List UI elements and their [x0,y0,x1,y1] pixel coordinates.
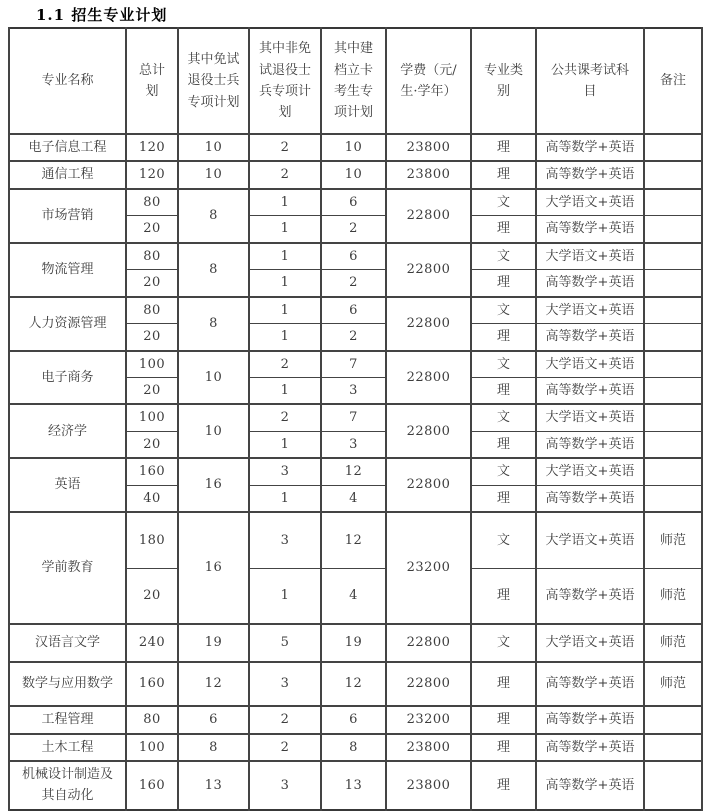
exam-subjects-cell: 大学语文+英语 [536,624,644,662]
total-plan-cell: 120 [126,161,178,188]
table-row [9,624,702,662]
archived-card-cell: 2 [321,270,386,297]
remark-cell [644,270,702,297]
table-row [9,161,702,188]
remark-cell [644,734,702,761]
total-plan-cell: 240 [126,624,178,662]
exempt-veteran-cell: 6 [178,706,249,733]
non-exempt-veteran-cell: 3 [249,761,321,810]
table-row [9,351,702,378]
non-exempt-veteran-cell: 1 [249,324,321,351]
major-name-cell: 数学与应用数学 [9,662,126,706]
major-name-cell: 机械设计制造及其自动化 [9,761,126,810]
remark-cell [644,297,702,324]
tuition-cell: 23800 [386,134,471,161]
non-exempt-veteran-cell: 1 [249,189,321,216]
major-name-cell: 汉语言文学 [9,624,126,662]
non-exempt-veteran-cell: 2 [249,706,321,733]
tuition-cell: 23200 [386,706,471,733]
total-plan-cell: 80 [126,297,178,324]
remark-cell [644,134,702,161]
category-cell: 理 [471,270,536,297]
category-cell: 文 [471,297,536,324]
category-cell: 理 [471,485,536,512]
total-plan-cell: 80 [126,243,178,270]
remark-cell [644,189,702,216]
remark-cell [644,243,702,270]
total-plan-cell: 20 [126,431,178,458]
major-name-cell: 英语 [9,458,126,512]
header-row [9,28,702,134]
tuition-cell: 22800 [386,189,471,243]
major-name-cell: 学前教育 [9,512,126,624]
tuition-cell: 23800 [386,734,471,761]
major-name-cell: 工程管理 [9,706,126,733]
total-plan-cell: 20 [126,270,178,297]
column-header-archived-card-plan: 其中建档立卡考生专项计划 [321,28,386,134]
remark-cell [644,324,702,351]
category-cell: 理 [471,161,536,188]
major-name-cell: 市场营销 [9,189,126,243]
exam-subjects-cell: 大学语文+英语 [536,297,644,324]
tuition-cell: 22800 [386,458,471,512]
category-cell: 理 [471,216,536,243]
total-plan-cell: 160 [126,662,178,706]
non-exempt-veteran-cell: 2 [249,404,321,431]
column-header-tuition: 学费（元/生·学年） [386,28,471,134]
major-name-cell: 通信工程 [9,161,126,188]
remark-cell [644,351,702,378]
total-plan-cell: 100 [126,351,178,378]
table-row [9,734,702,761]
table-row [9,512,702,568]
exempt-veteran-cell: 13 [178,761,249,810]
non-exempt-veteran-cell: 1 [249,485,321,512]
remark-cell: 师范 [644,568,702,624]
archived-card-cell: 12 [321,662,386,706]
exam-subjects-cell: 大学语文+英语 [536,243,644,270]
total-plan-cell: 160 [126,761,178,810]
category-cell: 文 [471,189,536,216]
column-header-major-name: 专业名称 [9,28,126,134]
archived-card-cell: 7 [321,351,386,378]
table-body [9,134,702,810]
exempt-veteran-cell: 19 [178,624,249,662]
archived-card-cell: 12 [321,512,386,568]
archived-card-cell: 10 [321,161,386,188]
exempt-veteran-cell: 8 [178,734,249,761]
remark-cell [644,431,702,458]
table-row [9,297,702,324]
total-plan-cell: 100 [126,404,178,431]
remark-cell [644,706,702,733]
archived-card-cell: 10 [321,134,386,161]
total-plan-cell: 20 [126,324,178,351]
remark-cell: 师范 [644,624,702,662]
exempt-veteran-cell: 16 [178,512,249,624]
remark-cell [644,216,702,243]
major-name-cell: 人力资源管理 [9,297,126,351]
remark-cell [644,458,702,485]
exempt-veteran-cell: 8 [178,189,249,243]
non-exempt-veteran-cell: 1 [249,377,321,404]
column-header-remarks: 备注 [644,28,702,134]
tuition-cell: 22800 [386,351,471,405]
category-cell: 文 [471,512,536,568]
major-name-cell: 物流管理 [9,243,126,297]
non-exempt-veteran-cell: 3 [249,662,321,706]
category-cell: 文 [471,458,536,485]
table-row [9,662,702,706]
non-exempt-veteran-cell: 2 [249,351,321,378]
admission-plan-table [8,27,703,811]
exempt-veteran-cell: 8 [178,297,249,351]
table-row [9,458,702,485]
non-exempt-veteran-cell: 1 [249,568,321,624]
non-exempt-veteran-cell: 1 [249,431,321,458]
exam-subjects-cell: 高等数学+英语 [536,377,644,404]
category-cell: 理 [471,324,536,351]
exam-subjects-cell: 高等数学+英语 [536,761,644,810]
exam-subjects-cell: 高等数学+英语 [536,568,644,624]
non-exempt-veteran-cell: 5 [249,624,321,662]
archived-card-cell: 3 [321,377,386,404]
table-row [9,706,702,733]
column-header-major-category: 专业类别 [471,28,536,134]
non-exempt-veteran-cell: 2 [249,134,321,161]
exam-subjects-cell: 高等数学+英语 [536,161,644,188]
non-exempt-veteran-cell: 3 [249,458,321,485]
total-plan-cell: 100 [126,734,178,761]
column-header-total-plan: 总计划 [126,28,178,134]
total-plan-cell: 80 [126,706,178,733]
table-header [9,28,702,134]
archived-card-cell: 12 [321,458,386,485]
exempt-veteran-cell: 10 [178,351,249,405]
non-exempt-veteran-cell: 1 [249,243,321,270]
total-plan-cell: 20 [126,377,178,404]
table-row [9,404,702,431]
category-cell: 理 [471,431,536,458]
column-header-non-exempt-veteran-plan: 其中非免试退役士兵专项计划 [249,28,321,134]
table-row [9,189,702,216]
category-cell: 理 [471,662,536,706]
archived-card-cell: 6 [321,243,386,270]
major-name-cell: 经济学 [9,404,126,458]
category-cell: 理 [471,706,536,733]
major-name-cell: 土木工程 [9,734,126,761]
column-header-public-exam-subjects: 公共课考试科目 [536,28,644,134]
archived-card-cell: 2 [321,324,386,351]
exam-subjects-cell: 高等数学+英语 [536,431,644,458]
total-plan-cell: 160 [126,458,178,485]
total-plan-cell: 180 [126,512,178,568]
tuition-cell: 22800 [386,243,471,297]
archived-card-cell: 7 [321,404,386,431]
tuition-cell: 22800 [386,662,471,706]
exempt-veteran-cell: 8 [178,243,249,297]
remark-cell [644,761,702,810]
major-name-cell: 电子商务 [9,351,126,405]
non-exempt-veteran-cell: 2 [249,161,321,188]
exam-subjects-cell: 高等数学+英语 [536,662,644,706]
exempt-veteran-cell: 10 [178,161,249,188]
category-cell: 文 [471,351,536,378]
tuition-cell: 23200 [386,512,471,624]
total-plan-cell: 120 [126,134,178,161]
tuition-cell: 22800 [386,624,471,662]
remark-cell: 师范 [644,512,702,568]
exempt-veteran-cell: 10 [178,134,249,161]
column-header-exempt-veteran-plan: 其中免试退役士兵专项计划 [178,28,249,134]
exempt-veteran-cell: 10 [178,404,249,458]
archived-card-cell: 13 [321,761,386,810]
tuition-cell: 23800 [386,161,471,188]
exempt-veteran-cell: 16 [178,458,249,512]
archived-card-cell: 19 [321,624,386,662]
category-cell: 文 [471,243,536,270]
non-exempt-veteran-cell: 2 [249,734,321,761]
archived-card-cell: 4 [321,485,386,512]
tuition-cell: 22800 [386,404,471,458]
category-cell: 理 [471,568,536,624]
archived-card-cell: 4 [321,568,386,624]
tuition-cell: 22800 [386,297,471,351]
total-plan-cell: 20 [126,216,178,243]
exam-subjects-cell: 大学语文+英语 [536,404,644,431]
major-name-cell: 电子信息工程 [9,134,126,161]
archived-card-cell: 6 [321,706,386,733]
remark-cell [644,377,702,404]
exam-subjects-cell: 高等数学+英语 [536,734,644,761]
exam-subjects-cell: 大学语文+英语 [536,512,644,568]
exam-subjects-cell: 大学语文+英语 [536,351,644,378]
category-cell: 理 [471,134,536,161]
category-cell: 文 [471,404,536,431]
archived-card-cell: 8 [321,734,386,761]
non-exempt-veteran-cell: 1 [249,270,321,297]
total-plan-cell: 40 [126,485,178,512]
category-cell: 文 [471,624,536,662]
category-cell: 理 [471,734,536,761]
remark-cell [644,404,702,431]
exam-subjects-cell: 大学语文+英语 [536,189,644,216]
category-cell: 理 [471,761,536,810]
non-exempt-veteran-cell: 1 [249,216,321,243]
remark-cell [644,161,702,188]
archived-card-cell: 6 [321,297,386,324]
exempt-veteran-cell: 12 [178,662,249,706]
remark-cell [644,485,702,512]
exam-subjects-cell: 大学语文+英语 [536,458,644,485]
exam-subjects-cell: 高等数学+英语 [536,485,644,512]
archived-card-cell: 6 [321,189,386,216]
exam-subjects-cell: 高等数学+英语 [536,134,644,161]
category-cell: 理 [471,377,536,404]
total-plan-cell: 20 [126,568,178,624]
exam-subjects-cell: 高等数学+英语 [536,324,644,351]
archived-card-cell: 2 [321,216,386,243]
table-row [9,761,702,810]
exam-subjects-cell: 高等数学+英语 [536,706,644,733]
remark-cell: 师范 [644,662,702,706]
non-exempt-veteran-cell: 3 [249,512,321,568]
total-plan-cell: 80 [126,189,178,216]
exam-subjects-cell: 高等数学+英语 [536,270,644,297]
exam-subjects-cell: 高等数学+英语 [536,216,644,243]
tuition-cell: 23800 [386,761,471,810]
archived-card-cell: 3 [321,431,386,458]
section-title: 1.1 招生专业计划 [36,6,168,24]
non-exempt-veteran-cell: 1 [249,297,321,324]
table-row [9,243,702,270]
table-row [9,134,702,161]
